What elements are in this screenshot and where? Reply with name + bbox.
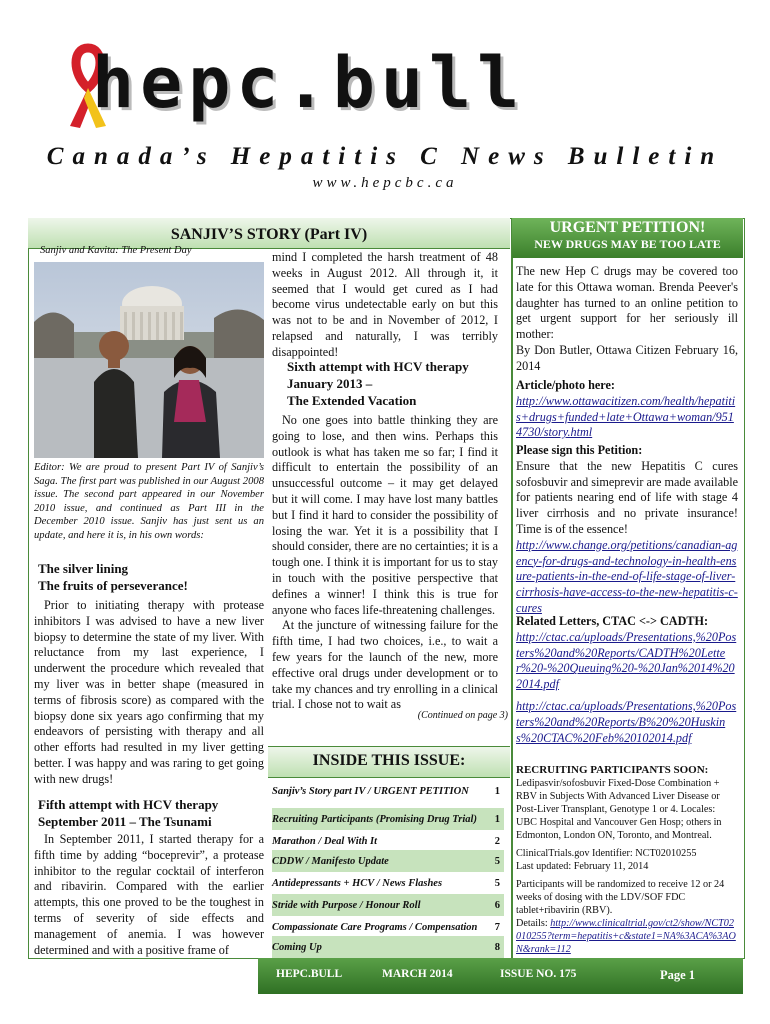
paragraph-text: No one goes into battle thinking they are going to lose, and then wins. Perhaps this outlook is what has taken me so far; I find it difficult to entertain the possibility of an unsuccessful outcome – it may get delayed but it will come. I may have lost many battles but I find it hard to consider the possibility of losing the war. Yet it is a possibility that I should consider, there are no certainties; it is a tough one. I think it is important for us to stay in touch with the positive perspective that defines a winner! I think this is true for anyone who faces life-threatening challenges. [272, 413, 498, 617]
inside-title: INSIDE THIS ISSUE: [312, 752, 466, 769]
toc-item-label: CDDW / Manifesto Update [272, 855, 389, 867]
story-paragraph [34, 598, 264, 788]
toc-item-page: 8 [494, 941, 500, 953]
toc-item-label: Compassionate Care Programs / Compensation [272, 921, 478, 933]
section-heading-sixth-attempt [287, 358, 497, 409]
toc-item-label: Coming Up [272, 941, 322, 953]
heading-line: The Extended Vacation [287, 393, 417, 408]
letters-label: Related Letters, CTAC <-> CADTH: [516, 614, 709, 628]
recruiting-title: RECRUITING PARTICIPANTS SOON: [516, 764, 709, 776]
petition-title: URGENT PETITION! [549, 219, 706, 236]
toc-item[interactable] [272, 850, 504, 872]
heading-line: January 2013 – [287, 376, 373, 391]
paragraph-text: Ensure that the new Hepatitis C cures sofosbuvir and simeprevir are made available for patients nearing end of life with stage 4 liver cirrhosis and no private insurance! Time is of the essence! [516, 458, 738, 536]
details-link[interactable]: http://www.clinicaltrial.gov/ct2/show/NCT02010255?term=hepatitis+c&state1=NA%3ACA%3AON&rank=112 [516, 918, 736, 955]
story-paragraph [272, 250, 498, 361]
section-heading-silver-lining [38, 560, 264, 594]
masthead-subtitle: Canada’s Hepatitis C News Bulletin [46, 143, 724, 170]
paragraph-text: At the juncture of witnessing failure for the fifth time, I had two choices, i.e., to wait a few years for the launch of the new, more effective oral drugs under development or to take my chances and try enrolling in a clinical trial. I chose not to wait as [272, 618, 498, 712]
footer-issue: ISSUE NO. 175 [500, 968, 577, 980]
toc-item-page: 1 [494, 785, 500, 797]
heading-line: September 2011 – The Tsunami [38, 814, 212, 829]
toc-item[interactable] [272, 872, 504, 894]
paragraph-text: Prior to initiating therapy with protease inhibitors I was advised to have a new liver biopsy to determine the state of my liver. With reluctance from my last experience, I underwent the procedure which revealed that my liver was in better shape (measured in terms of fibrosis score) as compared with the biopsy done six years ago confirming that my endeavors of persisting with therapy and all other efforts had resulted in my liver getting better. I was happy and was raring to get going with new drugs! [34, 598, 264, 786]
story-title: SANJIV’S STORY (Part IV) [170, 226, 368, 243]
sign-label: Please sign this Petition: [516, 443, 643, 457]
toc-item[interactable] [272, 894, 504, 916]
photo-caption: Sanjiv and Kavita: The Present Day [40, 245, 192, 256]
letter-link[interactable]: http://ctac.ca/uploads/Presentations,%20Posters%20and%20Reports/B%20%20Huskins%20CTAC%20Feb%20102014.pdf [516, 698, 737, 745]
continued-note: (Continued on page 3) [417, 710, 508, 721]
heading-line: The silver lining [38, 561, 129, 576]
heading-line: Fifth attempt with HCV therapy [38, 797, 219, 812]
toc-item[interactable] [272, 936, 504, 958]
footer-date: MARCH 2014 [382, 968, 453, 980]
toc-item-label: Stride with Purpose / Honour Roll [272, 899, 421, 911]
footer-page: Page 1 [660, 968, 696, 982]
article-label: Article/photo here: [516, 378, 615, 392]
petition-article [516, 378, 738, 441]
toc-item[interactable] [272, 830, 504, 852]
editor-note: Editor: We are proud to present Part IV of Sanjiv’s Saga. The first part was published in our August 2008 issue. The second part appeared in our November 2010 issue, and continued as Part III in the December 2010 issue. Sanjiv has just sent us an update, and here it is, in his own words: [34, 462, 264, 541]
paragraph-text: In September 2011, I started therapy for a fifth time by adding “boceprevir”, a protease inhibitor to the regular cocktail of interferon and ribavirin. Compared with the earlier attempts, this one proved to be the toughest in terms of severity of side effects and management of anemia. I was however determined and with a positive frame of [34, 832, 264, 957]
paragraph-text: The new Hep C drugs may be covered too late for this Ottawa woman. Brenda Peever's daughter has turned to an online petition to get urgent support for her seriously ill mother: [516, 264, 738, 342]
toc-item[interactable] [272, 780, 504, 802]
masthead-logo: hepc.bull [92, 42, 526, 124]
toc-item-label: Recruiting Participants (Promising Drug Trial) [272, 813, 477, 825]
toc-item[interactable] [272, 916, 504, 938]
paragraph-text: Ledipasvir/sofosbuvir Fixed-Dose Combination + RBV in Subjects With Advanced Liver Disease or Post-Liver Transplant, Genotype 1 or 4. Locales: UBC Hospital and Vancouver Gen Hosp; others in Edmonton, London ON, Toronto, and Montreal. [516, 778, 722, 841]
paragraph-text: Last updated: February 11, 2014 [516, 861, 649, 872]
footer-name: HEPC.BULL [276, 968, 343, 980]
paragraph-text: mind I completed the harsh treatment of 48 weeks in August 2012. All through it, it seemed that I would get cured as I had become virus undetectable early on but this was not to be and in November of 2012, I relapsed and naturally, I was terribly disappointed! [272, 250, 498, 359]
toc-item-page: 1 [494, 813, 500, 825]
heading-line: The fruits of perseverance! [38, 578, 188, 593]
related-letters [516, 614, 738, 746]
article-link[interactable]: http://www.ottawacitizen.com/health/hepatitis+drugs+funded+late+Ottawa+woman/9514730/story.html [516, 393, 736, 440]
toc-item-page: 6 [494, 899, 500, 911]
details-label: Details: [516, 918, 548, 929]
story-paragraph [272, 413, 498, 713]
toc-item-label: Antidepressants + HCV / News Flashes [272, 877, 443, 889]
toc-item-page: 7 [494, 921, 500, 933]
story-photo [34, 262, 264, 458]
toc-item-label: Sanjiv’s Story part IV / URGENT PETITION [272, 785, 469, 797]
toc-item-label: Marathon / Deal With It [272, 835, 378, 847]
toc-item-page: 5 [494, 855, 500, 867]
heading-line: Sixth attempt with HCV therapy [287, 359, 469, 374]
petition-intro [516, 264, 738, 375]
petition-sign [516, 443, 738, 617]
letter-link[interactable]: http://ctac.ca/uploads/Presentations,%20Posters%20and%20Reports/CADTH%20Letter%20-%20Queuing%20-%20Jan%2014%202014.pdf [516, 629, 737, 692]
masthead-website[interactable]: www.hepcbc.ca [312, 175, 458, 191]
section-heading-fifth-attempt [38, 796, 264, 830]
toc-item-page: 5 [494, 877, 500, 889]
paragraph-text: Participants will be randomized to receive 12 or 24 weeks of dosing with the LDV/SOF FDC tablet+ribavirin (RBV). [516, 879, 725, 916]
toc-item[interactable] [272, 808, 504, 830]
petition-subtitle: NEW DRUGS MAY BE TOO LATE [534, 237, 721, 251]
byline: By Don Butler, Ottawa Citizen February 16, 2014 [516, 342, 738, 373]
recruiting-section [516, 764, 738, 956]
paragraph-text: ClinicalTrials.gov Identifier: NCT02010255 [516, 848, 697, 859]
story-paragraph [34, 832, 264, 958]
petition-link[interactable]: http://www.change.org/petitions/canadian-agency-for-drugs-and-technology-in-health-ensure-patients-in-the-end-of-life-stage-of-liver-cirrhosis-have-access-to-the-new-hepatitis-c-cures [516, 537, 738, 615]
toc-item-page: 2 [494, 835, 500, 847]
